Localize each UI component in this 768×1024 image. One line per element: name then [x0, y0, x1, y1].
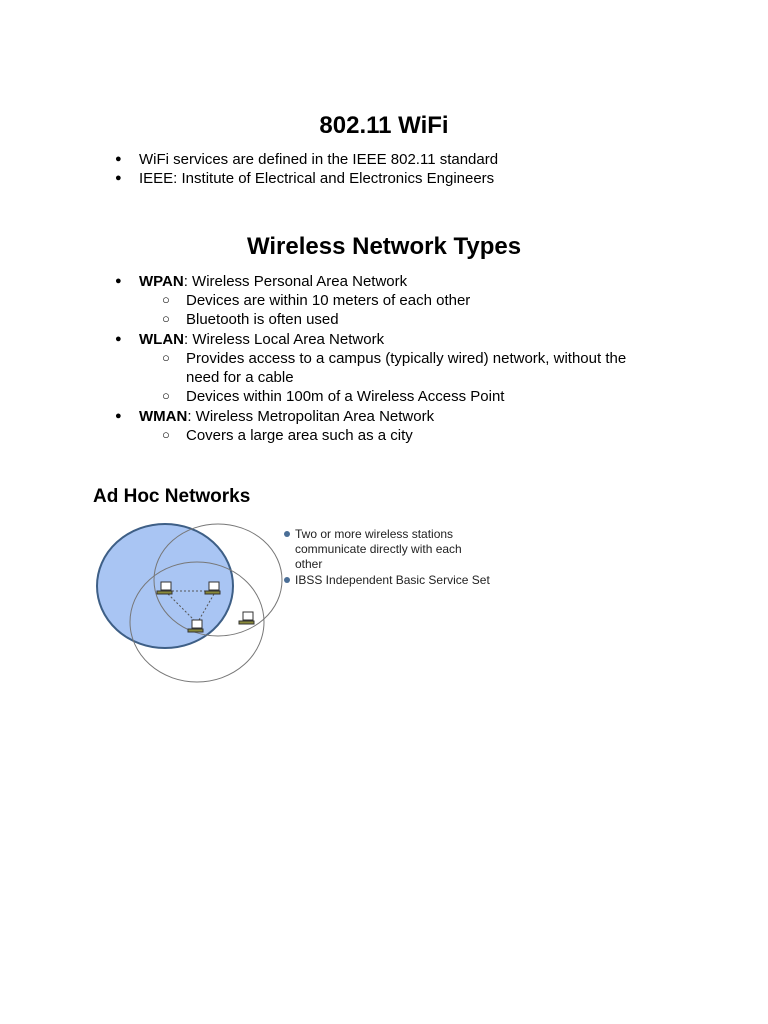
desc: : Wireless Metropolitan Area Network: [187, 408, 435, 425]
bullet-icon: ●: [115, 172, 122, 184]
term: WMAN: [139, 408, 188, 425]
list-item: Covers a large area such as a city: [186, 427, 413, 444]
list-item: need for a cable: [186, 369, 294, 386]
term: WPAN: [139, 273, 184, 290]
list-item: Devices within 100m of a Wireless Access Point: [186, 388, 505, 405]
diagram-text: other: [295, 557, 323, 571]
diagram-text: Two or more wireless stations: [295, 527, 454, 541]
diagram-bullet-icon: [284, 531, 290, 537]
diagram-text: communicate directly with each: [295, 542, 462, 556]
bullet-icon: ●: [115, 333, 122, 345]
circle-bullet-icon: ○: [162, 292, 170, 307]
list-item: Provides access to a campus (typically wired) network, without the: [186, 350, 627, 367]
desc: : Wireless Local Area Network: [184, 331, 385, 348]
term: WLAN: [139, 331, 184, 348]
circle-bullet-icon: ○: [162, 311, 170, 326]
heading-network-types: Wireless Network Types: [246, 233, 522, 260]
bullet-icon: ●: [115, 275, 122, 287]
heading-wifi: 802.11 WiFi: [319, 112, 449, 139]
list-item: IEEE: Institute of Electrical and Electronics Engineers: [139, 170, 495, 187]
circle-bullet-icon: ○: [162, 427, 170, 442]
list-item: WiFi services are defined in the IEEE 802.11 standard: [139, 151, 499, 168]
circle-bullet-icon: ○: [162, 388, 170, 403]
diagram-text: IBSS Independent Basic Service Set: [295, 573, 490, 587]
list-item: Bluetooth is often used: [186, 311, 339, 328]
desc: : Wireless Personal Area Network: [183, 273, 408, 290]
circle-bullet-icon: ○: [162, 350, 170, 365]
bullet-icon: ●: [115, 153, 122, 165]
list-item: Devices are within 10 meters of each other: [186, 292, 471, 309]
bullet-icon: ●: [115, 410, 122, 422]
diagram-bullet-icon: [284, 577, 290, 583]
heading-ad-hoc: Ad Hoc Networks: [93, 486, 251, 507]
